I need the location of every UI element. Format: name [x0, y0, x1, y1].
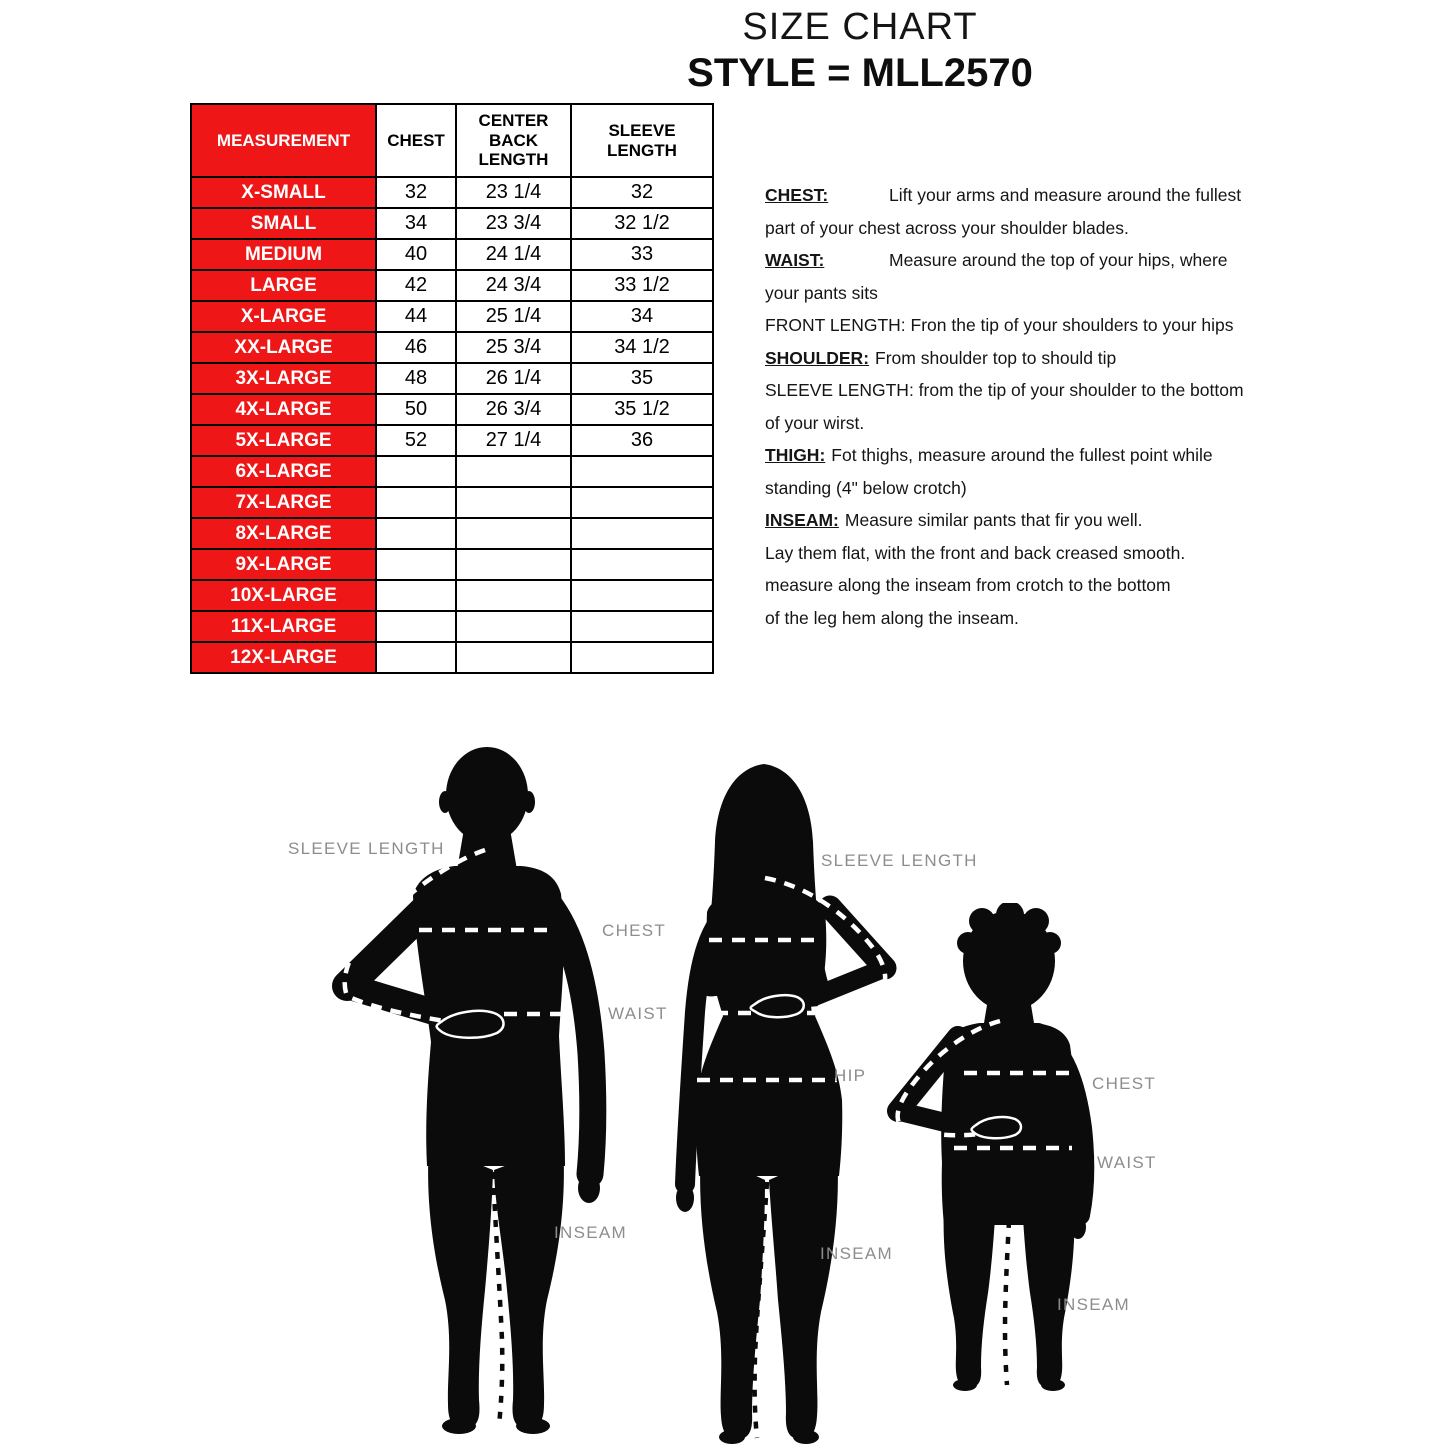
column-header: CHEST	[376, 104, 456, 177]
chest-label: CHEST	[602, 921, 667, 940]
instruction-line	[765, 244, 1251, 277]
hip-label: HIP	[834, 1066, 867, 1085]
value-cell: 35 1/2	[571, 394, 713, 425]
value-cell: 36	[571, 425, 713, 456]
value-cell	[376, 611, 456, 642]
value-cell: 25 1/4	[456, 301, 571, 332]
table-row	[191, 363, 713, 394]
value-cell	[456, 456, 571, 487]
table-row	[191, 580, 713, 611]
child-inseam-line	[1005, 1221, 1009, 1385]
instruction-text: of your wirst.	[765, 412, 865, 433]
instruction-line	[765, 277, 1251, 310]
instruction-text: Measure around the top of your hips, where	[889, 250, 1228, 270]
value-cell: 48	[376, 363, 456, 394]
size-table-body	[191, 177, 713, 673]
instruction-text: Measure similar pants that fir you well.	[844, 510, 1143, 530]
instruction-keyword: THIGH:	[765, 445, 826, 465]
instruction-text: part of your chest across your shoulder blades.	[765, 217, 1129, 238]
value-cell	[376, 549, 456, 580]
value-cell: 34 1/2	[571, 332, 713, 363]
instruction-line	[765, 602, 1251, 635]
table-row	[191, 208, 713, 239]
instruction-line	[765, 342, 1251, 375]
column-header: MEASUREMENT	[191, 104, 376, 177]
value-cell: 25 3/4	[456, 332, 571, 363]
instruction-keyword: WAIST:	[765, 250, 825, 270]
style-code: STYLE = MLL2570	[687, 51, 1033, 95]
value-cell: 33	[571, 239, 713, 270]
table-row	[191, 642, 713, 673]
size-table-header	[191, 104, 713, 177]
value-cell: 23 3/4	[456, 208, 571, 239]
value-cell: 35	[571, 363, 713, 394]
size-cell: 11X-LARGE	[191, 611, 376, 642]
child-waist-label: WAIST	[1097, 1153, 1157, 1172]
value-cell: 26 1/4	[456, 363, 571, 394]
instruction-line	[765, 212, 1251, 245]
value-cell	[571, 580, 713, 611]
woman-inseam-label: INSEAM	[820, 1244, 893, 1263]
table-row	[191, 425, 713, 456]
instruction-line	[765, 504, 1251, 537]
instruction-line	[765, 537, 1251, 570]
instruction-text: your pants sits	[765, 282, 878, 303]
value-cell: 23 1/4	[456, 177, 571, 208]
man-sleeve-length-label: SLEEVE LENGTH	[288, 839, 445, 858]
instruction-keyword: CHEST:	[765, 185, 829, 205]
value-cell	[456, 580, 571, 611]
value-cell	[571, 518, 713, 549]
instruction-line	[765, 179, 1251, 212]
instruction-line	[765, 472, 1251, 505]
value-cell: 32	[571, 177, 713, 208]
instruction-keyword: INSEAM:	[765, 510, 839, 530]
value-cell	[571, 642, 713, 673]
size-cell: 3X-LARGE	[191, 363, 376, 394]
header	[600, 6, 1120, 96]
size-cell: LARGE	[191, 270, 376, 301]
table-row	[191, 270, 713, 301]
value-cell	[376, 456, 456, 487]
table-row	[191, 549, 713, 580]
child-inseam-label: INSEAM	[1057, 1295, 1130, 1314]
value-cell: 33 1/2	[571, 270, 713, 301]
instruction-keyword: SHOULDER:	[765, 347, 870, 368]
instruction-line	[765, 374, 1251, 407]
value-cell	[571, 487, 713, 518]
value-cell	[456, 642, 571, 673]
instruction-line	[765, 569, 1251, 602]
value-cell: 24 1/4	[456, 239, 571, 270]
table-row	[191, 611, 713, 642]
value-cell	[571, 549, 713, 580]
value-cell	[456, 611, 571, 642]
value-cell: 34	[571, 301, 713, 332]
table-row	[191, 301, 713, 332]
instruction-text: Lay them flat, with the front and back creased smooth.	[765, 542, 1186, 563]
man-inseam-label: INSEAM	[554, 1223, 627, 1242]
size-cell: XX-LARGE	[191, 332, 376, 363]
size-cell: 5X-LARGE	[191, 425, 376, 456]
page-title: SIZE CHART	[742, 6, 978, 48]
size-cell: X-SMALL	[191, 177, 376, 208]
value-cell	[376, 487, 456, 518]
size-cell: 12X-LARGE	[191, 642, 376, 673]
instruction-text: FRONT LENGTH: Fron the tip of your shoulders to your hips	[765, 315, 1234, 335]
value-cell: 44	[376, 301, 456, 332]
child-chest-label: CHEST	[1092, 1074, 1157, 1093]
value-cell	[376, 518, 456, 549]
table-row	[191, 456, 713, 487]
table-row	[191, 487, 713, 518]
instruction-text: Lift your arms and measure around the fullest	[889, 185, 1242, 205]
value-cell	[376, 580, 456, 611]
instruction-text: SLEEVE LENGTH: from the tip of your shoulder to the bottom	[765, 380, 1244, 400]
value-cell: 34	[376, 208, 456, 239]
table-row	[191, 177, 713, 208]
table-row	[191, 332, 713, 363]
value-cell: 46	[376, 332, 456, 363]
size-cell: 8X-LARGE	[191, 518, 376, 549]
size-cell: 6X-LARGE	[191, 456, 376, 487]
size-cell: 4X-LARGE	[191, 394, 376, 425]
table-row	[191, 518, 713, 549]
column-header: CENTER BACK LENGTH	[456, 104, 571, 177]
table-row	[191, 239, 713, 270]
instruction-text: of the leg hem along the inseam.	[765, 607, 1019, 628]
value-cell	[456, 487, 571, 518]
value-cell	[456, 549, 571, 580]
value-cell: 32	[376, 177, 456, 208]
instruction-text: From shoulder top to should tip	[875, 347, 1117, 368]
instruction-text: standing (4" below crotch)	[765, 477, 967, 498]
size-cell: 7X-LARGE	[191, 487, 376, 518]
instruction-line	[765, 407, 1251, 440]
value-cell: 27 1/4	[456, 425, 571, 456]
size-cell: 10X-LARGE	[191, 580, 376, 611]
size-table	[190, 103, 714, 674]
instruction-line	[765, 439, 1251, 472]
measurement-instructions	[765, 179, 1251, 634]
size-cell: SMALL	[191, 208, 376, 239]
size-cell: X-LARGE	[191, 301, 376, 332]
value-cell: 26 3/4	[456, 394, 571, 425]
waist-label: WAIST	[608, 1004, 668, 1023]
value-cell: 24 3/4	[456, 270, 571, 301]
size-cell: MEDIUM	[191, 239, 376, 270]
size-cell: 9X-LARGE	[191, 549, 376, 580]
value-cell: 32 1/2	[571, 208, 713, 239]
instruction-text: Fot thighs, measure around the fullest point while	[831, 445, 1213, 465]
instruction-text: measure along the inseam from crotch to the bottom	[765, 575, 1171, 595]
value-cell: 42	[376, 270, 456, 301]
instruction-line	[765, 309, 1251, 342]
value-cell: 50	[376, 394, 456, 425]
value-cell	[571, 456, 713, 487]
table-row	[191, 394, 713, 425]
value-cell	[456, 518, 571, 549]
value-cell: 52	[376, 425, 456, 456]
value-cell	[571, 611, 713, 642]
woman-sleeve-length-label: SLEEVE LENGTH	[821, 851, 978, 870]
value-cell	[376, 642, 456, 673]
column-header: SLEEVE LENGTH	[571, 104, 713, 177]
value-cell: 40	[376, 239, 456, 270]
